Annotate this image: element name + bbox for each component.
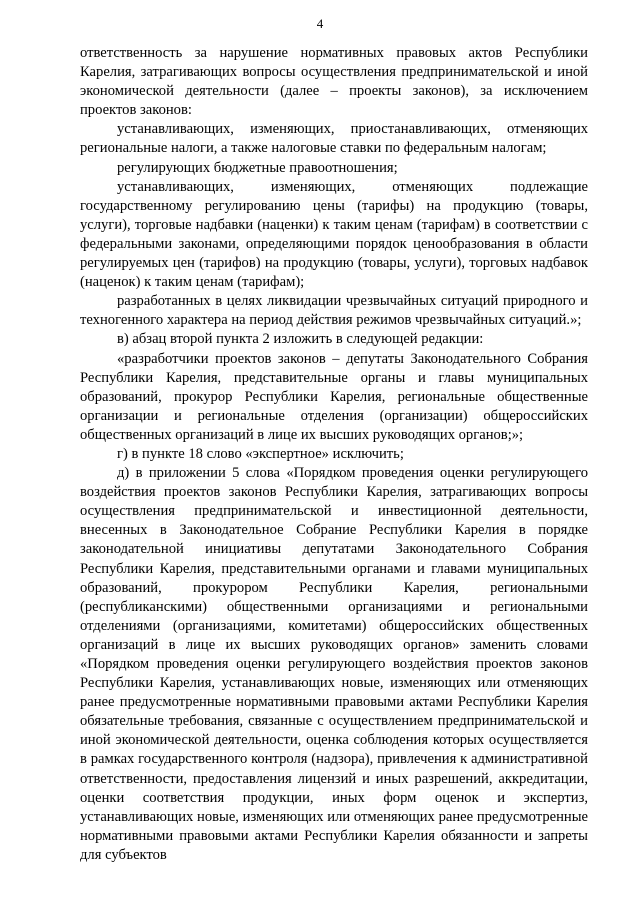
paragraph-developers: «разработчики проектов законов – депутаты Законодательного Собрания Республики Карелия, представительные органы и главы муниципальных образований, прокурор Республики Карелия, региональные общественные организации и региональные отделения (организации) общероссийских общественных организаций в лице их высших руководящих органов;»;	[80, 350, 588, 443]
document-body	[80, 44, 588, 865]
paragraph-exception-budget: регулирующих бюджетные правоотношения;	[117, 159, 398, 176]
paragraph-exception-prices: устанавливающих, изменяющих, отменяющих подлежащие государственному регулированию цены (тарифы) на продукцию (товары, услуги), торговые надбавки (наценки) к таким ценам (тарифам) в соответствии с федеральными законами, определяющими порядок ценообразования в области регулируемых цен (тарифов) на продукцию (товары, услуги), торговых надбавок (наценок) к таким ценам (тарифам);	[80, 178, 588, 291]
paragraph-item-g: г) в пункте 18 слово «экспертное» исключить;	[117, 445, 404, 462]
paragraph-item-d: д) в приложении 5 слова «Порядком проведения оценки регулирующего воздействия проектов законов Республики Карелия, затрагивающих вопросы осуществления предпринимательской и инвестиционной деятельности, внесенных в Законодательное Собрание Республики Карелия в порядке законодательной инициативы депутатами Законодательного Собрания Республики Карелия, представительными органами и главами муниципальных образований, прокурором Республики Карелия, региональными (республиканскими) общественными организациями и региональными отделениями (организациями, комитетами) общероссийских общественных организаций в лице их высших руководящих органов» заменить словами «Порядком проведения оценки регулирующего воздействия проектов законов Республики Карелия, устанавливающих новые, изменяющих или отменяющих ранее предусмотренные нормативными правовыми актами Республики Карелия обязательные требования, связанные с осуществлением предпринимательской и иной экономической деятельности, оценка соблюдения которых осуществляется в рамках государственного контроля (надзора), привлечения к административной ответственности, предоставления лицензий и иных разрешений, аккредитации, оценки соответствия продукции, иных форм оценок и экспертиз, устанавливающих новые, изменяющих или отменяющих ранее предусмотренные нормативными правовыми актами Республики Карелия обязанности и запреты для субъектов	[80, 465, 588, 863]
page-number: 4	[316, 16, 324, 31]
paragraph-exception-emergency: разработанных в целях ликвидации чрезвычайных ситуаций природного и техногенного характера на период действия режимов чрезвычайных ситуаций.»;	[80, 293, 588, 329]
paragraph-item-v: в) абзац второй пункта 2 изложить в следующей редакции:	[117, 331, 484, 348]
paragraph-exception-taxes: устанавливающих, изменяющих, приостанавливающих, отменяющих региональные налоги, а также налоговые ставки по федеральным налогам;	[80, 121, 588, 157]
paragraph-continuation: ответственность за нарушение нормативных правовых актов Республики Карелия, затрагивающих вопросы осуществления предпринимательской и иной экономической деятельности (далее – проекты законов), за исключением проектов законов:	[80, 45, 588, 119]
